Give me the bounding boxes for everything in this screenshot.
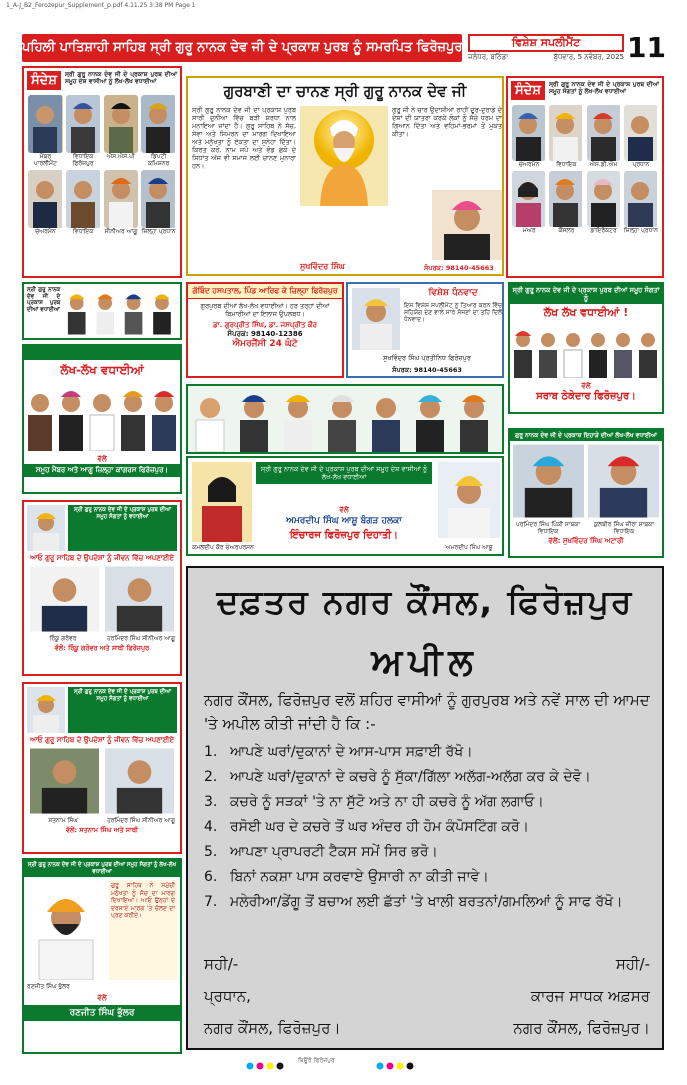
notice-item-text: ਆਪਣੇ ਘਰਾਂ/ਦੁਕਾਨਾਂ ਦੇ ਆਸ-ਪਾਸ ਸਫ਼ਾਈ ਰੱਖੋ। — [230, 744, 473, 760]
leaders-photo-strip — [186, 384, 504, 454]
left-greeting-ad-1 — [22, 500, 182, 676]
notice-list-item — [204, 790, 650, 815]
thanks-phone: ਸੰਪਰਕ: 98140-45663 — [392, 366, 462, 374]
sandesh-title: ਸੰਦੇਸ਼ — [511, 81, 545, 100]
leaders-greeting-text: ਗੁਰੂ ਨਾਨਕ ਦੇਵ ਜੀ ਦੇ ਪ੍ਰਕਾਸ਼ ਦਿਹਾੜੇ ਦੀਆਂ ਲੱਖ-ਲੱਖ ਵਧਾਈਆਂ — [510, 430, 662, 441]
greeting-by: ਵੱਲੋਂ: ਰਿੰਕੂ ਗਰੋਵਰ ਅਤੇ ਸਾਥੀ ਫਿਰੋਜ਼ਪੁਰ — [54, 644, 150, 652]
small-greeting-ad — [22, 282, 182, 340]
portrait-caption: ਰਿੰਕੂ ਗਰੋਵਰ — [49, 635, 77, 642]
greeting-highlight: ਲੱਖ-ਲੱਖ ਵਧਾਈਆਂ — [60, 363, 144, 377]
person-portrait — [624, 171, 658, 234]
notice-subtitle: ਅਪੀਲ — [371, 642, 479, 683]
sandesh-text: ਸ੍ਰੀ ਗੁਰੂ ਨਾਨਕ ਦੇਵ ਜੀ ਦੇ ਪ੍ਰਕਾਸ਼ ਪੁਰਬ ਦੀਆਂ ਸਮੂਹ ਸੰਗਤਾਂ ਨੂੰ ਲੱਖ-ਲੱਖ ਵਧਾਈਆਂ — [548, 81, 659, 95]
portrait-photo — [549, 105, 583, 161]
portrait-caption: ਮੈਂਬਰ ਪਾਰਲੀਮੈਂਟ — [33, 153, 57, 167]
portrait-caption: ਹਰਮਿੰਦਰ ਸਿੰਘ ਸੀਨੀਅਰ ਆਗੂ — [106, 635, 176, 642]
amardeep-greeting-text: ਸ੍ਰੀ ਗੁਰੂ ਨਾਨਕ ਦੇਵ ਜੀ ਦੇ ਪ੍ਰਕਾਸ਼ ਪੁਰਬ ਦੀਆਂ ਸਮੂਹ ਦੇਸ਼ ਵਾਸੀਆਂ ਨੂੰ ਲੱਖ-ਲੱਖ ਵਧਾਈਆਂ — [256, 462, 432, 484]
notice-title: ਦਫ਼ਤਰ ਨਗਰ ਕੌਂਸਲ, ਫਿਰੋਜ਼ਪੁਰ — [216, 582, 634, 621]
leader-caption: ਪਰਮਿੰਦਰ ਸਿੰਘ ਪਿੰਕੀ ਸਾਬਕਾ ਵਿਧਾਇਕ — [515, 521, 581, 535]
ranjit-by-label: ਵੱਲੋਂ — [97, 994, 107, 1002]
right-sandesh-ad — [506, 76, 664, 278]
small-portrait — [27, 687, 65, 733]
notice-item-number: 7. — [204, 894, 218, 910]
print-slug: 1_A-J_B2_Ferozepur_Supplement_p.pdf 4.11.25 3:38 PM Page 1 — [6, 2, 196, 9]
thanks-name: ਸੁਖਵਿੰਦਰ ਸਿੰਘ ਪ੍ਰਤੀਨਿਧ ਫਿਰੋਜ਼ਪੁਰ — [383, 354, 471, 362]
person-portrait — [66, 170, 101, 235]
portrait-photo — [624, 105, 658, 161]
greeting-text: ਸ੍ਰੀ ਗੁਰੂ ਨਾਨਕ ਦੇਵ ਜੀ ਦੇ ਪ੍ਰਕਾਸ਼ ਪੁਰਬ ਦੀਆਂ ਸਮੂਹ ਸੰਗਤਾਂ ਨੂੰ ਵਧਾਈਆਂ — [68, 687, 177, 733]
person-portrait — [30, 748, 99, 814]
ranjit-portrait — [27, 880, 105, 980]
ranjit-greeting-ad — [22, 858, 182, 1054]
portrait-photo — [512, 171, 546, 227]
portrait-caption: ਮੇਅਰ — [522, 227, 536, 234]
hospital-title: ਗੋਬਿੰਦ ਹਸਪਤਾਲ, ਪਿੰਡ ਆਰਿਫ ਕੇ ਜ਼ਿਲ੍ਹਾ ਫਿਰੋਜ਼ਪੁਰ — [188, 284, 342, 299]
person-portrait — [512, 105, 546, 168]
notice-item-number: 2. — [204, 769, 218, 785]
amardeep-role: ਇੰਚਾਰਜ ਫਿਰੋਜ਼ਪੁਰ ਦਿਹਾਤੀ। — [289, 530, 399, 541]
notice-item-text: ਬਿਨਾਂ ਨਕਸ਼ਾ ਪਾਸ ਕਰਵਾਏ ਉਸਾਰੀ ਨਾ ਕੀਤੀ ਜਾਵੇ। — [230, 869, 489, 885]
notice-item-text: ਕਚਰੇ ਨੂੰ ਸੜਕਾਂ 'ਤੇ ਨਾ ਸੁੱਟੋ ਅਤੇ ਨਾ ਹੀ ਕਚਰੇ ਨੂੰ ਅੱਗ ਲਗਾਓ। — [230, 794, 544, 810]
sandesh-title: ਸੰਦੇਸ਼ — [27, 71, 61, 90]
greeting-text: ਸ੍ਰੀ ਗੁਰੂ ਨਾਨਕ ਦੇਵ ਜੀ ਦੇ ਪ੍ਰਕਾਸ਼ ਪੁਰਬ ਦੀਆਂ ਸਮੂਹ ਸੰਗਤਾਂ ਨੂੰ ਵਧਾਈਆਂ — [68, 505, 177, 551]
notice-list-item — [204, 840, 650, 865]
portrait-caption: ਹਰਮਿੰਦਰ ਸਿੰਘ ਸੀਨੀਅਰ ਆਗੂ — [106, 817, 176, 824]
person-portrait — [104, 170, 139, 235]
portrait-photo — [28, 95, 63, 153]
thanks-ad — [346, 282, 504, 378]
portrait-photo — [587, 105, 621, 161]
portrait-caption: ਚੇਅਰਮੈਨ — [518, 161, 540, 168]
notice-item-number: 5. — [204, 844, 218, 860]
gurbani-author: ਸੁਖਵਿੰਦਰ ਸਿੰਘ — [300, 262, 345, 271]
notice-list-item — [204, 815, 650, 840]
greeting-text: ਸ੍ਰੀ ਗੁਰੂ ਨਾਨਕ ਦੇਵ ਜੀ ਦੇ ਪ੍ਰਕਾਸ਼ ਪੁਰਬ ਦੀਆਂ ਸਮੂਹ ਸੰਗਤਾਂ ਨੂੰ — [510, 284, 662, 304]
portrait-photo — [512, 105, 546, 161]
greeting-by: ਵੱਲੋਂ: ਸਤਨਾਮ ਸਿੰਘ ਅਤੇ ਸਾਥੀ — [65, 826, 139, 834]
notice-item-number: 1. — [204, 744, 218, 760]
portrait-photo — [549, 171, 583, 227]
signature-line: ਨਗਰ ਕੌਂਸਲ, ਫਿਰੋਜ਼ਪੁਰ। — [204, 1019, 341, 1037]
hospital-contact: ਸੰਪਰਕ: 98140-12386 — [227, 330, 303, 338]
footer-text: ਬਿਊਰੋ ਫਿਰੋਜ਼ਪੁਰ — [298, 1057, 335, 1064]
greeting-text: ਸ੍ਰੀ ਗੁਰੂ ਨਾਨਕ ਦੇਵ ਜੀ ਦੇ ਪ੍ਰਕਾਸ਼ ਪੁਰਬ ਦੀਆਂ ਸਮੂਹ ਸੰਗਤਾਂ ਨੂੰ ਲੱਖ-ਲੱਖ ਵਧਾਈਆਂ — [24, 860, 180, 877]
hospital-ad — [186, 282, 344, 378]
portrait-caption: ਵਿਧਾਇਕ — [72, 228, 94, 235]
greeting-prayer: ਆਓ ਗੁਰੂ ਸਾਹਿਬ ਦੇ ਉਪਦੇਸ਼ਾਂ ਨੂੰ ਜੀਵਨ ਵਿੱਚ ਅਪਣਾਈਏ — [30, 554, 174, 562]
signature-line: ਸਹੀ/- — [615, 955, 650, 973]
portrait-photo — [141, 170, 176, 228]
green-strip — [24, 346, 180, 360]
council-appeal-notice — [186, 566, 664, 1050]
left-sandesh-ad — [22, 66, 182, 278]
amardeep-caption: ਅਮਰਦੀਪ ਸਿੰਘ ਆਸ਼ੂ — [445, 544, 493, 551]
notice-item-text: ਰਸੋਈ ਘਰ ਦੇ ਕਚਰੇ ਤੋਂ ਘਰ ਅੰਦਰ ਹੀ ਹੋਮ ਕੰਪੋਸਟਿੰਗ ਕਰੋ। — [230, 819, 529, 835]
signature-line: ਕਾਰਜ ਸਾਧਕ ਅਫ਼ਸਰ — [530, 987, 650, 1005]
person-portrait — [28, 170, 63, 235]
hospital-emergency: ਐਮਰਜੈਂਸੀ 24 ਘੰਟੇ — [232, 339, 298, 349]
portrait-caption: ਸਤਨਾਮ ਸਿੰਘ — [48, 817, 78, 824]
notice-list — [204, 740, 650, 915]
portrait-photo — [28, 170, 63, 228]
person-portrait — [512, 171, 546, 234]
portrait-caption: ਡਾਇਰੈਕਟਰ — [590, 227, 617, 234]
portrait-caption: ਸੀਨੀਅਰ ਆਗੂ — [104, 228, 138, 235]
signature-line: ਸਹੀ/- — [204, 955, 239, 973]
person-portrait — [141, 170, 176, 235]
signature-left — [204, 948, 424, 1044]
person-portrait — [28, 95, 63, 167]
sandesh-text: ਸ੍ਰੀ ਗੁਰੂ ਨਾਨਕ ਦੇਵ ਜੀ ਦੇ ਪ੍ਰਕਾਸ਼ ਪੁਰਬ ਦੀਆਂ ਸਮੂਹ ਦੇਸ਼ ਵਾਸੀਆਂ ਨੂੰ ਲੱਖ-ਲੱਖ ਵਧਾਈਆਂ — [64, 71, 177, 85]
notice-item-text: ਆਪਣਾ ਪ੍ਰਾਪਰਟੀ ਟੈਕਸ ਸਮੇਂ ਸਿਰ ਭਰੋ। — [230, 844, 438, 860]
signature-right — [438, 948, 650, 1044]
amardeep-by-label: ਵੱਲੋਂ — [339, 506, 349, 514]
thanks-text: ਇਸ ਵਿਸ਼ੇਸ਼ ਸਪਲੀਮੈਂਟ ਨੂੰ ਤਿਆਰ ਕਰਨ ਵਿੱਚ ਸਹਿਯੋਗ ਦੇਣ ਵਾਲੇ ਸਾਰੇ ਸੱਜਣਾਂ ਦਾ ਤਹਿ ਦਿਲੋਂ ਧੰਨਵਾਦ। — [404, 302, 502, 323]
portrait-photo — [66, 95, 101, 153]
portrait-caption: ਡਿਪਟੀ ਕਮਿਸ਼ਨਰ — [147, 153, 170, 167]
notice-intro: ਨਗਰ ਕੌਂਸਲ, ਫਿਰੋਜ਼ਪੁਰ ਵਲੋਂ ਸ਼ਹਿਰ ਵਾਸੀਆਂ ਨੂੰ ਗੁਰਪੁਰਬ ਅਤੇ ਨਵੇਂ ਸਾਲ ਦੀ ਆਮਦ 'ਤੇ ਅਪੀਲ ਕੀਤੀ ਜਾਂਦੀ ਹੈ ਕਿ :- — [204, 691, 650, 733]
person-portrait — [587, 105, 621, 168]
portrait-caption: ਕੌਂਸਲਰ — [558, 227, 575, 234]
greeting-by-label: ਵੱਲੋਂ — [581, 382, 591, 390]
guru-portrait — [300, 106, 388, 206]
ranjit-body: ਗੁਰੂ ਸਾਹਿਬ ਨੇ ਸਮੁੱਚੀ ਮਨੁੱਖਤਾ ਨੂੰ ਸੱਚ ਦਾ ਮਾਰਗ ਦਿਖਾਇਆ। ਆਓ ਉਨ੍ਹਾਂ ਦੇ ਦਰਸਾਏ ਮਾਰਗ 'ਤੇ ਚੱਲਣ ਦਾ ਪ੍ਰਣ ਕਰੀਏ। — [109, 880, 177, 980]
group-photo — [188, 386, 502, 452]
greeting-by: ਸਮੂਹ ਮੈਂਬਰ ਅਤੇ ਆਗੂ ਜ਼ਿਲ੍ਹਾ ਕਾਂਗਰਸ ਫਿਰੋਜ਼ਪੁਰ। — [24, 464, 180, 477]
portrait-caption: ਜ਼ਿਲ੍ਹਾ ਪ੍ਰਧਾਨ — [141, 228, 176, 235]
notice-item-text: ਮਲੇਰੀਆ/ਡੇਂਗੂ ਤੋਂ ਬਚਾਅ ਲਈ ਛੱਤਾਂ 'ਤੇ ਖਾਲੀ ਬਰਤਨਾਂ/ਗਮਲਿਆਂ ਨੂੰ ਸਾਫ ਰੱਖੋ। — [230, 894, 623, 910]
notice-item-text: ਆਪਣੇ ਘਰਾਂ/ਦੁਕਾਨਾਂ ਦੇ ਕਚਰੇ ਨੂੰ ਸੁੱਕਾ/ਗਿੱਲਾ ਅਲੱਗ-ਅਲੱਗ ਕਰ ਕੇ ਦੇਵੋ। — [230, 769, 591, 785]
greeting-prayer: ਆਓ ਗੁਰੂ ਸਾਹਿਬ ਦੇ ਉਪਦੇਸ਼ਾਂ ਨੂੰ ਜੀਵਨ ਵਿੱਚ ਅਪਣਾਈਏ — [30, 736, 174, 744]
greeting-by-label: ਵੱਲੋਂ — [97, 455, 107, 463]
portrait-photo — [104, 170, 139, 228]
person-portrait — [549, 105, 583, 168]
left-greeting-ad-2 — [22, 682, 182, 854]
page-number: 11 — [627, 31, 666, 64]
dateline-date: ਬੁੱਧਵਾਰ, 5 ਨਵੰਬਰ, 2025 — [553, 53, 624, 61]
notice-list-item — [204, 865, 650, 890]
small-greeting-text: ਸ੍ਰੀ ਗੁਰੂ ਨਾਨਕ ਦੇਵ ਜੀ ਦੇ ਪ੍ਰਕਾਸ਼ ਪੁਰਬ ਦੀਆਂ ਵਧਾਈਆਂ — [27, 287, 61, 313]
portrait-caption: ਐਸ.ਡੀ.ਐਮ — [589, 161, 618, 168]
special-supplement-label: ਵਿਸ਼ੇਸ਼ ਸਪਲੀਮੈਂਟ — [468, 34, 624, 52]
portrait-photo — [141, 95, 176, 153]
woman-caption: ਕਮਲਦੀਪ ਕੌਰ ਚੇਅਰਪਰਸਨ — [192, 544, 254, 551]
notice-list-item — [204, 740, 650, 765]
portrait-caption: ਚੇਅਰਮੈਨ — [35, 228, 56, 235]
supplement-banner: ਪਹਿਲੀ ਪਾਤਿਸ਼ਾਹੀ ਸਾਹਿਬ ਸ੍ਰੀ ਗੁਰੂ ਨਾਨਕ ਦੇਵ ਜੀ ਦੇ ਪ੍ਰਕਾਸ਼ ਪੁਰਬ ਨੂੰ ਸਮਰਪਿਤ ਫਿਰੋਜ਼ਪੁਰ — [22, 34, 462, 62]
portrait-photo — [66, 170, 101, 228]
gurbani-body-right: ਗੁਰੂ ਜੀ ਨੇ ਚਾਰ ਉਦਾਸੀਆਂ ਰਾਹੀਂ ਦੂਰ-ਦੁਰਾਡੇ ਦੇ ਦੇਸ਼ਾਂ ਦੀ ਯਾਤਰਾ ਕਰਕੇ ਲੋਕਾਂ ਨੂੰ ਸੱਚੇ ਧਰਮ ਦਾ ਗਿਆਨ ਦਿੱਤਾ ਅਤੇ ਵਹਿਮਾਂ-ਭਰਮਾਂ ਤੋਂ ਮੁਕਤ ਕੀਤਾ। — [392, 106, 502, 138]
dateline-city: ਜਲੰਧਰ, ਬਠਿੰਡਾ — [468, 53, 509, 61]
leader-portrait — [588, 444, 659, 518]
portrait-caption: ਵਿਧਾਇਕ ਫਿਰੋਜ਼ਪੁਰ — [72, 153, 94, 167]
person-portrait — [66, 95, 101, 167]
leaders-by: ਵੱਲੋਂ: ਸੁਖਵਿੰਦਰ ਸਿੰਘ ਅਟਾਰੀ — [548, 537, 624, 545]
author-portrait — [432, 190, 502, 260]
portrait-caption: ਜ਼ਿਲ੍ਹਾ ਪ੍ਰਧਾਨ — [623, 227, 658, 234]
gurbani-phone: ਸੰਪਰਕ: 98140-45663 — [424, 264, 494, 272]
person-portrait — [104, 95, 139, 167]
woman-portrait — [192, 462, 252, 542]
notice-list-item — [204, 765, 650, 790]
gurbani-article — [186, 76, 504, 276]
group-photo — [510, 322, 662, 378]
print-footer — [180, 1056, 440, 1066]
person-portrait — [105, 748, 174, 814]
amardeep-name: ਅਮਰਦੀਪ ਸਿੰਘ ਆਸ਼ੂ ਬੰਗੜ ਹਲਕਾ — [286, 516, 402, 526]
gurbani-body-left: ਸ੍ਰੀ ਗੁਰੂ ਨਾਨਕ ਦੇਵ ਜੀ ਦਾ ਪ੍ਰਕਾਸ਼ ਪੁਰਬ ਸਾਰੀ ਦੁਨੀਆ ਵਿੱਚ ਬੜੀ ਸ਼ਰਧਾ ਨਾਲ ਮਨਾਇਆ ਜਾਂਦਾ ਹੈ। ਗੁਰੂ ਸਾਹਿਬ ਨੇ ਸੱਚ, ਸੇਵਾ ਅਤੇ ਸਿਮਰਨ ਦਾ ਮਾਰਗ ਦਿਖਾਇਆ ਅਤੇ ਮਨੁੱਖਤਾ ਨੂੰ ਏਕਤਾ ਦਾ ਸੁਨੇਹਾ ਦਿੱਤਾ। ਕਿਰਤ ਕਰੋ, ਨਾਮ ਜਪੋ ਅਤੇ ਵੰਡ ਛਕੋ ਦੇ ਸਿਧਾਂਤ ਅੱਜ ਵੀ ਸਮਾਜ ਲਈ ਚਾਨਣ ਮੁਨਾਰਾ ਹਨ। — [192, 106, 296, 170]
notice-list-item — [204, 890, 650, 915]
hospital-text: ਗੁਰਪੁਰਬ ਦੀਆਂ ਲੱਖ-ਲੱਖ ਵਧਾਈਆਂ। ਹਰ ਤਰ੍ਹਾਂ ਦੀਆਂ ਬਿਮਾਰੀਆਂ ਦਾ ਇਲਾਜ ਉਪਲਬਧ। — [200, 302, 330, 318]
gurbani-title: ਗੁਰਬਾਣੀ ਦਾ ਚਾਨਣ ਸ੍ਰੀ ਗੁਰੂ ਨਾਨਕ ਦੇਵ ਜੀ — [223, 82, 467, 100]
leader-portrait — [513, 444, 584, 518]
hospital-doctors: ਡਾ. ਗੁਰਪ੍ਰੀਤ ਸਿੰਘ, ਡਾ. ਜਸਪ੍ਰੀਤ ਕੌਰ — [213, 321, 317, 329]
small-portrait — [27, 505, 65, 551]
person-portrait — [141, 95, 176, 167]
notice-item-number: 3. — [204, 794, 218, 810]
person-portrait — [624, 105, 658, 168]
greeting-by: ਸਰਾਬ ਠੇਕੇਦਾਰ ਫਿਰੋਜ਼ਪੁਰ। — [536, 391, 636, 402]
person-portrait — [30, 566, 99, 632]
portrait-caption: ਵਿਧਾਇਕ — [556, 161, 577, 168]
notice-item-number: 6. — [204, 869, 218, 885]
greeting-highlight: ਲੱਖ ਲੱਖ ਵਧਾਈਆਂ ! — [543, 306, 629, 319]
portrait-caption: ਐਸ.ਐਸ.ਪੀ — [106, 153, 135, 160]
portrait-photo — [624, 171, 658, 227]
amardeep-portrait — [438, 462, 500, 538]
person-portrait — [105, 566, 174, 632]
ranjit-caption: ਰਣਜੀਤ ਸਿੰਘ ਭੁੱਲਰ — [27, 983, 70, 990]
signature-line: ਨਗਰ ਕੌਂਸਲ, ਫਿਰੋਜ਼ਪੁਰ। — [513, 1019, 650, 1037]
thanks-title: ਵਿਸ਼ੇਸ਼ ਧੰਨਵਾਦ — [428, 288, 478, 298]
leader-caption: ਕੁਲਬੀਰ ਸਿੰਘ ਜ਼ੀਰਾ ਸਾਬਕਾ ਵਿਧਾਇਕ — [594, 521, 654, 535]
ranjit-by: ਰਣਜੀਤ ਸਿੰਘ ਭੁੱਲਰ — [24, 1005, 180, 1021]
congress-greeting-ad — [22, 344, 182, 494]
portrait-photo — [104, 95, 139, 153]
person-portrait — [549, 171, 583, 234]
group-photo — [24, 381, 180, 451]
thanks-portrait — [352, 288, 400, 350]
dateline — [468, 53, 624, 65]
amardeep-greeting-ad — [186, 456, 504, 556]
notice-item-number: 4. — [204, 819, 218, 835]
portrait-caption: ਪ੍ਰਧਾਨ — [632, 161, 650, 168]
leaders-greeting-ad — [508, 428, 664, 558]
signature-line: ਪ੍ਰਧਾਨ, — [204, 987, 251, 1005]
person-portrait — [587, 171, 621, 234]
portrait-photo — [587, 171, 621, 227]
group-photo — [63, 287, 177, 335]
contractor-greeting-ad — [508, 282, 664, 414]
